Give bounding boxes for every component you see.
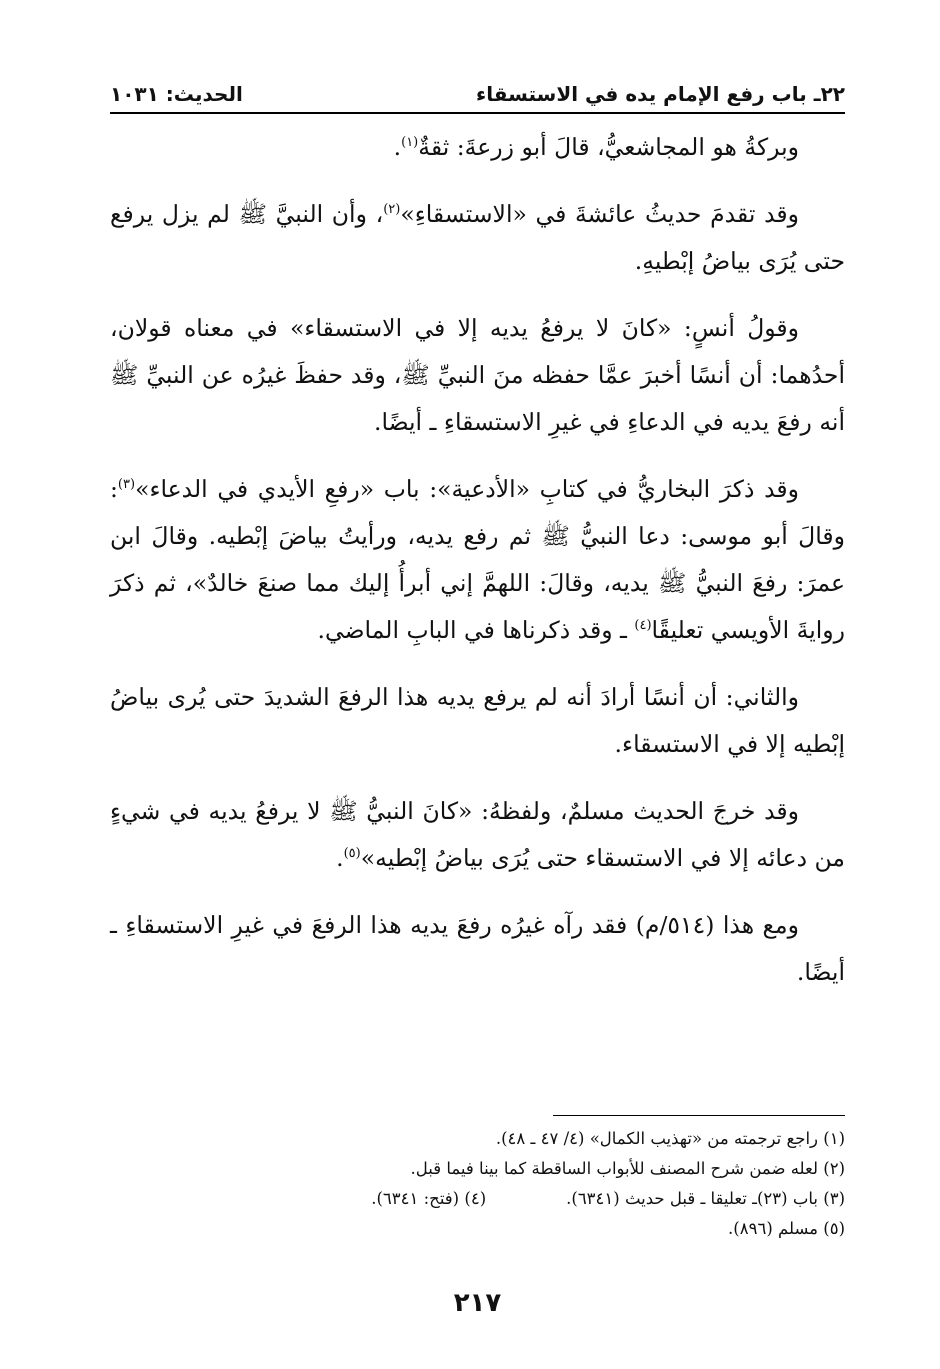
paragraph: ومع هذا (٥١٤/م) فقد رآه غيرُه رفعَ يديه هذا الرفعَ في غيرِ الاستسقاءِ ـ أيضًا.: [110, 911, 845, 986]
footnote-marker: (٢): [383, 202, 401, 218]
footnote-marker: (١): [401, 135, 419, 151]
footnote-marker: (٤): [634, 618, 652, 634]
footnote-1: (١) راجع ترجمته من «تهذيب الكمال» (٤/ ٤٧ ـ ٤٨).: [495, 1129, 845, 1148]
footnotes: [110, 1124, 845, 1244]
paragraph: وقولُ أنسٍ: «كانَ لا يرفعُ يديه إلا في الاستسقاء» في معناه قولان، أحدُهما: أن أنسًا أخبرَ عمَّا حفظه منَ النبيِّ ﷺ، وقد حفظَ غيرُه عن النبيِّ ﷺ أنه رفعَ يديه في الدعاءِ في غيرِ الاستسقاءِ ـ أيضًا.: [110, 314, 845, 436]
main-text: [110, 124, 845, 1016]
paragraph: وبركةُ هو المجاشعيُّ، قالَ أبو زرعةَ: ثقةٌ$^{(١)}$.: [393, 133, 799, 161]
footnote-3: (٣) باب (٢٣)ـ تعليقا ـ قبل حديث (٦٣٤١).: [566, 1189, 845, 1208]
running-header: [110, 82, 845, 114]
paragraph: وقد تقدمَ حديثُ عائشةَ في «الاستسقاءِ»$^{(٢)}$، وأن النبيَّ ﷺ لم يزل يرفع حتى يُرَى بياضُ إبْطيهِ.: [110, 200, 845, 275]
paragraph: وقد خرجَ الحديث مسلمٌ، ولفظهُ: «كانَ النبيُّ ﷺ لا يرفعُ يديه في شيءٍ من دعائه إلا في الاستسقاء حتى يُرَى بياضُ إبْطيه»$^{(٥)}$.: [110, 797, 845, 872]
footnote-separator: [553, 1115, 845, 1116]
footnote-2: (٢) لعله ضمن شرح المصنف للأبواب الساقطة كما بينا فيما قبل.: [410, 1159, 845, 1178]
footnote-marker: (٥): [343, 846, 361, 862]
footnote-marker: (٣): [117, 477, 136, 493]
chapter-title: ٢٢ـ باب رفع الإمام يده في الاستسقاء: [476, 82, 845, 106]
footnote-row: [110, 1184, 845, 1214]
paragraph: وقد ذكرَ البخاريُّ في كتابِ «الأدعية»: باب «رفعِ الأيدي في الدعاء»$^{(٣)}$: وقالَ أبو موسى: دعا النبيُّ ﷺ ثم رفع يديه، ورأيتُ بياضَ إبْطيه. وقالَ ابن عمرَ: رفعَ النبيُّ ﷺ يديه، وقالَ: اللهمَّ إني أبرأُ إليك مما صنعَ خالدٌ»، ثم ذكرَ روايةَ الأويسي تعليقًا$^{(٤)}$ ـ وقد ذكرناها في البابِ الماضي.: [110, 475, 845, 644]
book-page: [110, 0, 845, 1369]
footnote-5: (٥) مسلم (٨٩٦).: [728, 1219, 845, 1238]
footnote-4: (٤) (فتح: ٦٣٤١).: [371, 1189, 487, 1208]
page-number: ٢١٧: [453, 1288, 502, 1318]
paragraph: والثاني: أن أنسًا أرادَ أنه لم يرفع يديه هذا الرفعَ الشديدَ حتى يُرى بياضُ إبْطيه إلا في الاستسقاء.: [110, 683, 845, 758]
hadith-number: الحديث: ١٠٣١: [110, 82, 243, 106]
